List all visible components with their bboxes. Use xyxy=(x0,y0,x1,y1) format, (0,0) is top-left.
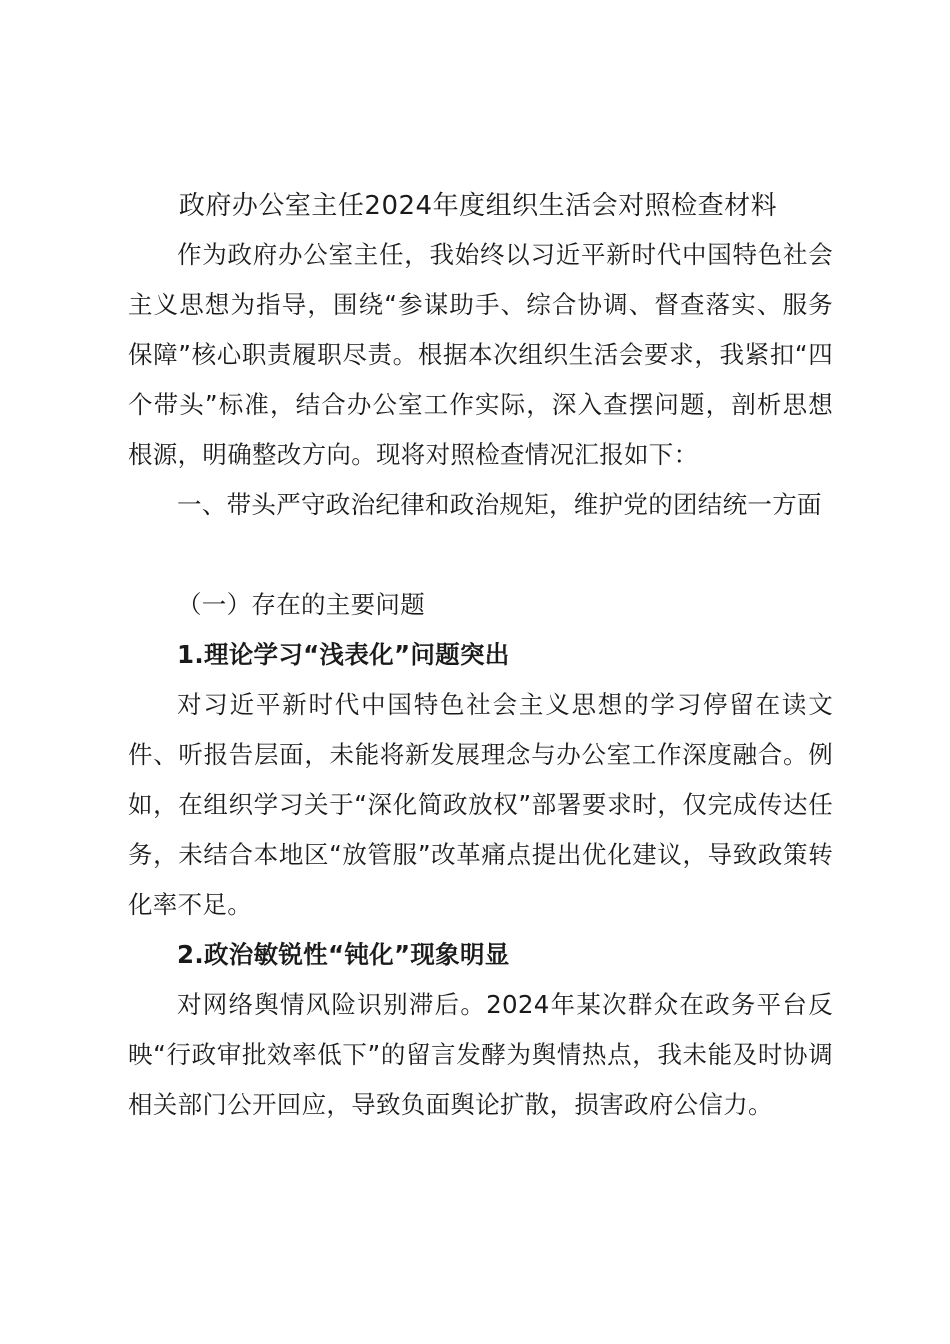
document-title: 政府办公室主任2024年度组织生活会对照检查材料 xyxy=(178,191,778,221)
subsection-heading-1: （一）存在的主要问题 xyxy=(177,590,425,619)
item-heading-2: 2.政治敏锐性“钝化”现象明显 xyxy=(177,940,510,969)
item-paragraph-2: 对网络舆情风险识别滞后。2024年某次群众在政务平台反映“行政审批效率低下”的留言发酵为舆情热点，我未能及时协调相关部门公开回应，导致负面舆论扩散，损害政府公信力。 xyxy=(128,990,833,1119)
item-heading-1: 1.理论学习“浅表化”问题突出 xyxy=(177,640,510,669)
intro-paragraph: 作为政府办公室主任，我始终以习近平新时代中国特色社会主义思想为指导，围绕“参谋助手、综合协调、督查落实、服务保障”核心职责履职尽责。根据本次组织生活会要求，我紧扣“四个带头”标准，结合办公室工作实际，深入查摆问题，剖析思想根源，明确整改方向。现将对照检查情况汇报如下： xyxy=(128,240,833,469)
item-paragraph-1: 对习近平新时代中国特色社会主义思想的学习停留在读文件、听报告层面，未能将新发展理念与办公室工作深度融合。例如，在组织学习关于“深化简政放权”部署要求时，仅完成传达任务，未结合本地区“放管服”改革痛点提出优化建议，导致政策转化率不足。 xyxy=(128,690,833,919)
section-heading-1: 一、带头严守政治纪律和政治规矩，维护党的团结统一方面 xyxy=(177,490,822,519)
